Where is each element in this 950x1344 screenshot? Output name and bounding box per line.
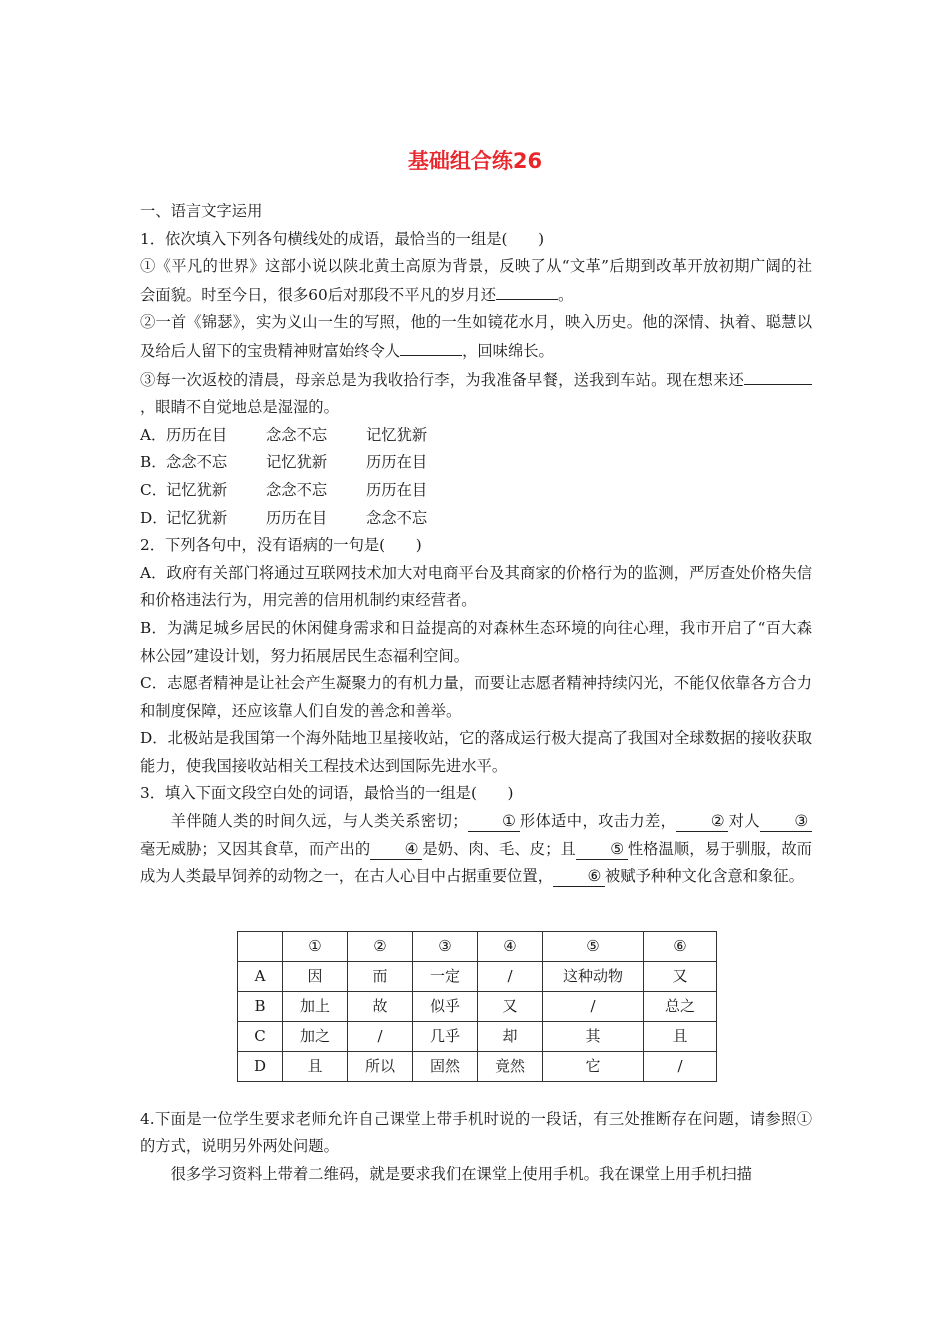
- page-title: 基础组合练26: [407, 149, 543, 173]
- table-cell: 且: [644, 1021, 717, 1051]
- q1-stem: 1．依次填入下列各句横线处的成语，最恰当的一组是( ): [140, 229, 545, 248]
- table-row: [238, 1051, 717, 1081]
- q2-stem: 2．下列各句中，没有语病的一句是( ): [140, 536, 422, 555]
- table-cell: 故: [348, 991, 413, 1021]
- table-cell: B: [238, 991, 283, 1021]
- table-cell: 又: [644, 961, 717, 991]
- table-cell: 加之: [283, 1021, 348, 1051]
- table-row: [238, 961, 717, 991]
- table-cell: 几乎: [413, 1021, 478, 1051]
- table-cell: [238, 931, 283, 961]
- blank-4: ④: [370, 839, 422, 860]
- q1-option-d: D．记忆犹新 历历在目 念念不忘: [140, 508, 428, 527]
- document-body: [140, 198, 812, 1189]
- table-cell: C: [238, 1021, 283, 1051]
- q4-stem: 4.下面是一位学生要求老师允许自己课堂上带手机时说的一段话，有三处推断存在问题，请参照①的方式，说明另外两处问题。: [140, 1109, 812, 1156]
- table-header-row: [238, 931, 717, 961]
- table-cell: /: [478, 961, 543, 991]
- table-cell: 因: [283, 961, 348, 991]
- q2-option-b: B．为满足城乡居民的休闲健身需求和日益提高的对森林生态环境的向往心理，我市开启了“百大森林公园”建设计划，努力拓展居民生态福利空间。: [140, 618, 812, 665]
- table-cell: 竟然: [478, 1051, 543, 1081]
- q3-stem: 3．填入下面文段空白处的词语，最恰当的一组是( ): [140, 784, 514, 803]
- q4-passage: 很多学习资料上带着二维码，就是要求我们在课堂上使用手机。我在课堂上用手机扫描: [170, 1165, 752, 1184]
- q2-option-c: C．志愿者精神是让社会产生凝聚力的有机力量，而要让志愿者精神持续闪光，不能仅依靠各方合力和制度保障，还应该靠人们自发的善念和善举。: [140, 674, 812, 720]
- table-cell: /: [543, 991, 644, 1021]
- q1-option-c: C．记忆犹新 念念不忘 历历在目: [140, 480, 428, 499]
- blank-5: ⑤: [576, 839, 628, 860]
- table-cell: 一定: [413, 961, 478, 991]
- blank-2: ②: [676, 811, 728, 832]
- table-cell: 总之: [644, 991, 717, 1021]
- table-cell: 似乎: [413, 991, 478, 1021]
- table-cell: 又: [478, 991, 543, 1021]
- q3-options-table: [237, 931, 717, 1082]
- table-cell: ③: [413, 931, 478, 961]
- table-cell: ⑤: [543, 931, 644, 961]
- q2-option-a: A．政府有关部门将通过互联网技术加大对电商平台及其商家的价格行为的监测，严厉查处价格失信和价格违法行为，用完善的信用机制约束经营者。: [140, 563, 812, 610]
- table-cell: 却: [478, 1021, 543, 1051]
- table-cell: D: [238, 1051, 283, 1081]
- table-cell: 固然: [413, 1051, 478, 1081]
- q3-passage: 羊伴随人类的时间久远，与人类关系密切； ① 形体适中，攻击力差， ② 对人 ③毫无威胁；又因其食草，而产出的 ④ 是奶、肉、毛、皮；且 ⑤ 性格温顺，易于驯服，故而成为人类最早饲养的动物之一，在古人心目中占据重要位置， ⑥ 被赋予种种文化含意和象征。: [140, 812, 812, 886]
- table-cell: /: [348, 1021, 413, 1051]
- q1-options: [140, 422, 812, 532]
- section-heading: 一、语言文字运用: [140, 202, 263, 220]
- table-cell: 加上: [283, 991, 348, 1021]
- q1-sentence-3: ③每一次返校的清晨，母亲总是为我收拾行李，为我准备早餐，送我到车站。现在想来还，眼睛不自觉地总是湿湿的。: [140, 366, 812, 422]
- table-cell: ②: [348, 931, 413, 961]
- table-cell: ⑥: [644, 931, 717, 961]
- blank-6: ⑥: [553, 866, 605, 887]
- q2-option-d: D．北极站是我国第一个海外陆地卫星接收站，它的落成运行极大提高了我国对全球数据的接收获取能力，使我国接收站相关工程技术达到国际先进水平。: [140, 729, 812, 775]
- q1-sentence-2: ②一首《锦瑟》，实为义山一生的写照，他的一生如镜花水月，映入历史。他的深情、执着、聪慧以及给后人留下的宝贵精神财富始终令人 ，回味绵长。: [140, 313, 812, 360]
- table-cell: ④: [478, 931, 543, 961]
- table-cell: 且: [283, 1051, 348, 1081]
- table-row: [238, 991, 717, 1021]
- table-cell: 其: [543, 1021, 644, 1051]
- table-cell: 而: [348, 961, 413, 991]
- table-row: [238, 1021, 717, 1051]
- table-cell: 它: [543, 1051, 644, 1081]
- table-cell: 所以: [348, 1051, 413, 1081]
- blank-1: ①: [468, 811, 520, 832]
- q1-option-b: B．念念不忘 记忆犹新 历历在目: [140, 453, 428, 472]
- table-cell: 这种动物: [543, 961, 644, 991]
- q1-sentence-1: ①《平凡的世界》这部小说以陕北黄土高原为背景，反映了从“文革”后期到改革开放初期广阔的社会面貌。时至今日，很多60后对那段不平凡的岁月还 。: [140, 257, 812, 304]
- table-cell: ①: [283, 931, 348, 961]
- q1-option-a: A．历历在目 念念不忘 记忆犹新: [140, 425, 428, 444]
- table-cell: A: [238, 961, 283, 991]
- table-cell: /: [644, 1051, 717, 1081]
- blank-3: ③: [760, 811, 812, 832]
